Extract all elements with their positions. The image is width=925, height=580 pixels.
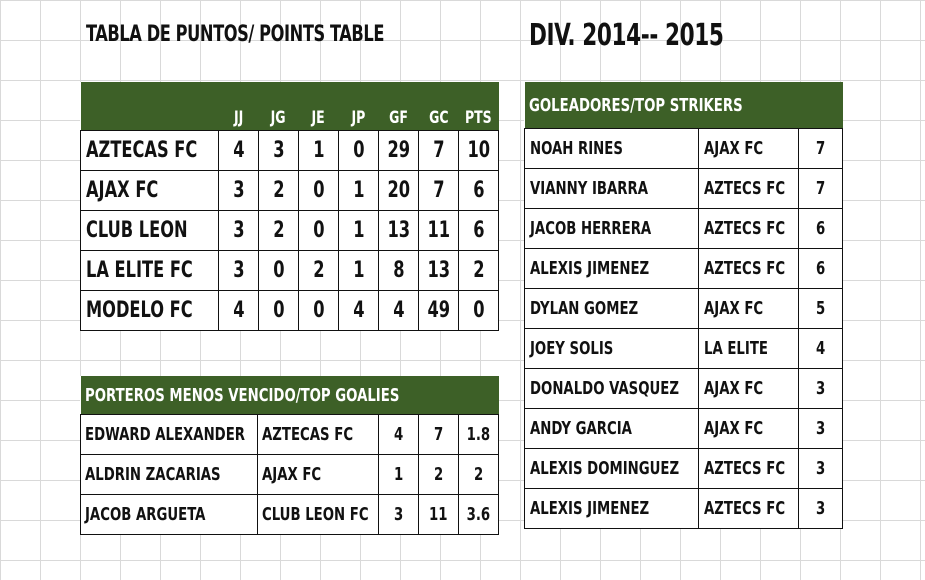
- goalie-name-cell[interactable]: JACOB ARGUETA: [81, 495, 258, 535]
- stat-cell[interactable]: 49: [419, 291, 459, 331]
- goalies-header: [81, 376, 499, 415]
- stat-cell[interactable]: 0: [299, 211, 339, 251]
- table-row: [81, 415, 499, 455]
- striker-team-cell[interactable]: AZTECS FC: [699, 249, 799, 289]
- goalie-team-cell[interactable]: AZTECAS FC: [258, 415, 379, 455]
- stat-cell[interactable]: 2: [259, 171, 299, 211]
- goals-cell[interactable]: 6: [799, 249, 843, 289]
- column-header: JJ: [233, 108, 244, 128]
- stat-cell[interactable]: 29: [379, 131, 419, 171]
- goals-cell[interactable]: 6: [799, 209, 843, 249]
- striker-team-cell[interactable]: LA ELITE: [699, 329, 799, 369]
- striker-name-cell[interactable]: JACOB HERRERA: [525, 209, 699, 249]
- table-row: [81, 455, 499, 495]
- stat-cell[interactable]: 2: [459, 455, 499, 495]
- stat-cell[interactable]: 0: [459, 291, 499, 331]
- header-blank: [81, 82, 219, 131]
- points-table: [80, 82, 499, 331]
- table-row: [525, 209, 843, 249]
- goalies-table: [80, 376, 499, 535]
- stat-cell[interactable]: 1: [299, 131, 339, 171]
- team-cell[interactable]: AZTECAS FC: [81, 131, 219, 171]
- striker-team-cell[interactable]: AZTECS FC: [699, 169, 799, 209]
- column-header: GF: [389, 108, 408, 128]
- table-row: [525, 169, 843, 209]
- column-header: JP: [351, 108, 366, 128]
- stat-cell[interactable]: 13: [379, 211, 419, 251]
- stat-cell[interactable]: 0: [339, 131, 379, 171]
- column-header: JG: [271, 108, 286, 128]
- table-row: [525, 409, 843, 449]
- stat-cell[interactable]: 7: [419, 415, 459, 455]
- striker-team-cell[interactable]: AJAX FC: [699, 369, 799, 409]
- striker-name-cell[interactable]: DYLAN GOMEZ: [525, 289, 699, 329]
- striker-team-cell[interactable]: AZTECS FC: [699, 489, 799, 529]
- stat-cell[interactable]: 7: [419, 131, 459, 171]
- stat-cell[interactable]: 3: [219, 251, 259, 291]
- goals-cell[interactable]: 4: [799, 329, 843, 369]
- goalie-name-cell[interactable]: EDWARD ALEXANDER: [81, 415, 258, 455]
- table-row: [525, 289, 843, 329]
- stat-cell[interactable]: 0: [259, 251, 299, 291]
- stat-cell[interactable]: 0: [299, 171, 339, 211]
- stat-cell[interactable]: 13: [419, 251, 459, 291]
- column-header: GC: [428, 108, 449, 128]
- goals-cell[interactable]: 3: [799, 409, 843, 449]
- stat-cell[interactable]: 4: [219, 291, 259, 331]
- striker-team-cell[interactable]: AJAX FC: [699, 129, 799, 169]
- stat-cell[interactable]: 1: [339, 211, 379, 251]
- stat-cell[interactable]: 1: [339, 251, 379, 291]
- goalies-header-label: PORTEROS MENOS VENCIDO/TOP GOALIES: [81, 376, 499, 415]
- stat-cell[interactable]: 1.8: [459, 415, 499, 455]
- table-row: [525, 449, 843, 489]
- stat-cell[interactable]: 20: [379, 171, 419, 211]
- striker-team-cell[interactable]: AJAX FC: [699, 409, 799, 449]
- points-table-title: TABLA DE PUNTOS/ POINTS TABLE: [86, 22, 385, 47]
- stat-cell[interactable]: 11: [419, 495, 459, 535]
- striker-name-cell[interactable]: NOAH RINES: [525, 129, 699, 169]
- table-row: [525, 329, 843, 369]
- stat-cell[interactable]: 2: [419, 455, 459, 495]
- column-header: JE: [311, 108, 326, 128]
- striker-name-cell[interactable]: ALEXIS JIMENEZ: [525, 249, 699, 289]
- stat-cell[interactable]: 3.6: [459, 495, 499, 535]
- striker-team-cell[interactable]: AJAX FC: [699, 289, 799, 329]
- team-cell[interactable]: MODELO FC: [81, 291, 219, 331]
- stat-cell[interactable]: 4: [379, 291, 419, 331]
- goals-cell[interactable]: 3: [799, 489, 843, 529]
- stat-cell[interactable]: 4: [339, 291, 379, 331]
- stat-cell[interactable]: 2: [459, 251, 499, 291]
- team-cell[interactable]: AJAX FC: [81, 171, 219, 211]
- stat-cell[interactable]: 2: [259, 211, 299, 251]
- goalie-team-cell[interactable]: CLUB LEON FC: [258, 495, 379, 535]
- stat-cell[interactable]: 4: [219, 131, 259, 171]
- team-cell[interactable]: CLUB LEON: [81, 211, 219, 251]
- table-row: [81, 251, 499, 291]
- stat-cell[interactable]: 6: [459, 211, 499, 251]
- table-row: [81, 495, 499, 535]
- stat-cell[interactable]: 0: [299, 291, 339, 331]
- stat-cell[interactable]: 3: [379, 495, 419, 535]
- strikers-header: [525, 82, 843, 129]
- goals-cell[interactable]: 7: [799, 169, 843, 209]
- strikers-header-label: GOLEADORES/TOP STRIKERS: [525, 82, 843, 129]
- striker-name-cell[interactable]: ALEXIS JIMENEZ: [525, 489, 699, 529]
- table-row: [525, 249, 843, 289]
- stat-cell[interactable]: 6: [459, 171, 499, 211]
- table-row: [525, 129, 843, 169]
- table-row: [81, 291, 499, 331]
- stat-cell[interactable]: 1: [339, 171, 379, 211]
- striker-name-cell[interactable]: JOEY SOLIS: [525, 329, 699, 369]
- stat-cell[interactable]: 10: [459, 131, 499, 171]
- stat-cell[interactable]: 1: [379, 455, 419, 495]
- stat-cell[interactable]: 4: [379, 415, 419, 455]
- points-table-header: [81, 82, 499, 131]
- goalie-team-cell[interactable]: AJAX FC: [258, 455, 379, 495]
- goals-cell[interactable]: 3: [799, 369, 843, 409]
- table-row: [81, 171, 499, 211]
- team-cell[interactable]: LA ELITE FC: [81, 251, 219, 291]
- striker-team-cell[interactable]: AZTECS FC: [699, 449, 799, 489]
- stat-cell[interactable]: 3: [219, 171, 259, 211]
- table-row: [81, 131, 499, 171]
- stat-cell[interactable]: 8: [379, 251, 419, 291]
- goalie-name-cell[interactable]: ALDRIN ZACARIAS: [81, 455, 258, 495]
- striker-team-cell[interactable]: AZTECS FC: [699, 209, 799, 249]
- stat-cell[interactable]: 7: [419, 171, 459, 211]
- goals-cell[interactable]: 5: [799, 289, 843, 329]
- stat-cell[interactable]: 11: [419, 211, 459, 251]
- stat-cell[interactable]: 0: [259, 291, 299, 331]
- stat-cell[interactable]: 3: [219, 211, 259, 251]
- stat-cell[interactable]: 2: [299, 251, 339, 291]
- column-header: PTS: [465, 108, 492, 128]
- striker-name-cell[interactable]: ANDY GARCIA: [525, 409, 699, 449]
- striker-name-cell[interactable]: ALEXIS DOMINGUEZ: [525, 449, 699, 489]
- strikers-table: [524, 82, 843, 529]
- striker-name-cell[interactable]: DONALDO VASQUEZ: [525, 369, 699, 409]
- stat-cell[interactable]: 3: [259, 131, 299, 171]
- table-row: [525, 369, 843, 409]
- striker-name-cell[interactable]: VIANNY IBARRA: [525, 169, 699, 209]
- goals-cell[interactable]: 7: [799, 129, 843, 169]
- table-row: [81, 211, 499, 251]
- goals-cell[interactable]: 3: [799, 449, 843, 489]
- division-title: DIV. 2014-- 2015: [529, 18, 724, 53]
- table-row: [525, 489, 843, 529]
